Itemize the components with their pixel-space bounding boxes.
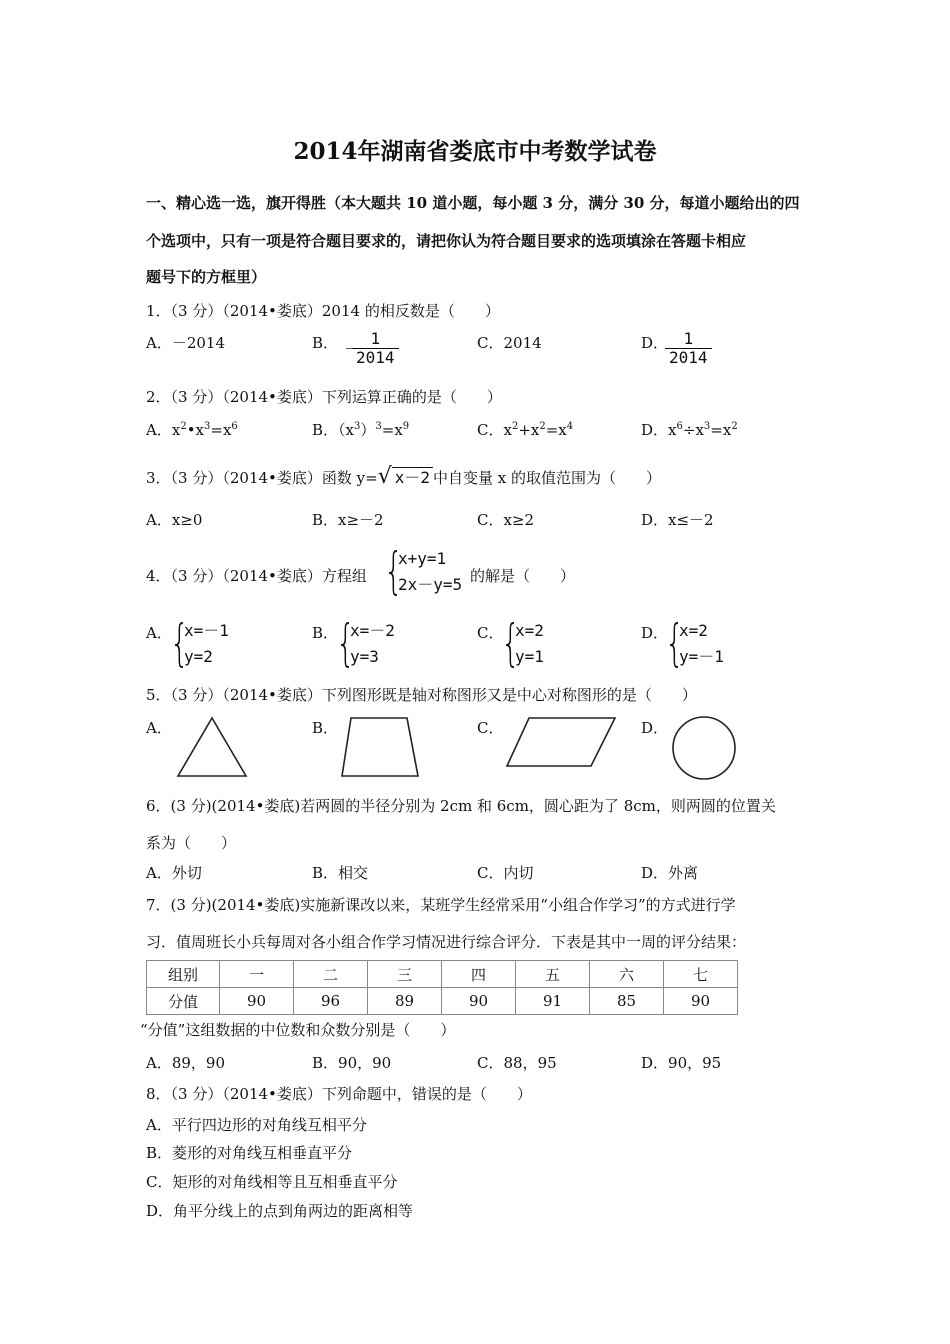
- q3-stem-pre: 3．（3 分）（2014•娄底）函数 y=: [146, 469, 378, 487]
- q3-option-a: A．x≥0: [146, 511, 203, 529]
- table-cell: 89: [368, 988, 442, 1015]
- table-cell: 四: [442, 961, 516, 988]
- q2-option-b: B．$(x^3)^3=x^9$: [312, 421, 410, 439]
- q4-a-x: x=－1: [184, 621, 229, 640]
- q4-c-y: y=1: [515, 647, 544, 666]
- q1-option-a: A．－2014: [146, 334, 226, 352]
- q4-eq2: 2x－y=5: [398, 575, 463, 594]
- triangle-figure: [175, 716, 249, 778]
- question-7-stem-line-1: 7．(3 分)(2014•娄底)实施新课改以来，某班学生经常采用“小组合作学习”的方式进行学: [146, 896, 736, 914]
- q7-option-b: B．90，90: [312, 1054, 392, 1072]
- circle-figure: [671, 715, 737, 781]
- question-2-stem: 2．（3 分）（2014•娄底）下列运算正确的是（ ）: [146, 388, 502, 406]
- q2-option-d: D．$x^6\div x^3=x^2$: [641, 421, 738, 439]
- q4-option-b: { x=－2 y=3: [336, 614, 395, 672]
- table-cell: 90: [442, 988, 516, 1015]
- q1-b-numerator: 1: [352, 330, 399, 349]
- q5-option-b-label: B．: [312, 719, 339, 737]
- page-title: 2014年湖南省娄底市中考数学试卷: [293, 138, 657, 165]
- table-cell: 二: [294, 961, 368, 988]
- section-heading-line-1: 一、精心选一选，旗开得胜（本大题共 10 道小题，每小题 3 分，满分 30 分，每道小题给出的四: [146, 194, 800, 212]
- question-6-stem-line-1: 6．(3 分)(2014•娄底)若两圆的半径分别为 2cm 和 6cm，圆心距为了 8cm，则两圆的位置关: [146, 797, 776, 815]
- q1-option-d-fraction: [665, 330, 712, 367]
- section-heading-line-2: 个选项中，只有一项是符合题目要求的，请把你认为符合题目要求的选项填涂在答题卡相应: [146, 232, 747, 250]
- q5-option-c-label: C．: [477, 719, 504, 737]
- q1-d-numerator: 1: [665, 330, 712, 349]
- table-row: [147, 961, 738, 988]
- q7-option-a: A．89，90: [146, 1054, 226, 1072]
- table-cell: 85: [590, 988, 664, 1015]
- q4-option-d: { x=2 y=－1: [665, 614, 724, 672]
- table-cell: 90: [220, 988, 294, 1015]
- table-cell: 七: [664, 961, 738, 988]
- q4-equation-system: { x+y=1 2x－y=5: [384, 542, 463, 600]
- question-7-stem-line-2: 习．值周班长小兵每周对各小组合作学习情况进行综合评分．下表是其中一周的评分结果：: [146, 933, 747, 951]
- q3-option-d: D．x≤－2: [641, 511, 714, 529]
- q8-option-a: A．平行四边形的对角线互相平分: [146, 1116, 367, 1134]
- question-6-stem-line-2: 系为（ ）: [146, 834, 237, 852]
- q3-radicand: x－2: [392, 467, 433, 487]
- question-8-stem: 8．（3 分）（2014•娄底）下列命题中，错误的是（ ）: [146, 1085, 532, 1103]
- q2-d-label: D．: [641, 421, 669, 439]
- q7-option-d: D．90，95: [641, 1054, 722, 1072]
- q4-a-y: y=2: [184, 647, 213, 666]
- q2-option-a: A．$x^2•x^3=x^6$: [146, 421, 238, 439]
- q4-option-a: { x=－1 y=2: [170, 614, 229, 672]
- table-cell: 六: [590, 961, 664, 988]
- q8-option-b: B．菱形的对角线互相垂直平分: [146, 1144, 353, 1162]
- sqrt-expression: √ x－2: [378, 464, 433, 489]
- q1-b-denominator: 2014: [356, 348, 395, 367]
- q4-c-x: x=2: [515, 621, 544, 640]
- question-1-stem: 1．（3 分）（2014•娄底）2014 的相反数是（ ）: [146, 302, 500, 320]
- q4-b-x: x=－2: [350, 621, 395, 640]
- section-heading-line-3: 题号下的方框里）: [146, 268, 267, 286]
- q2-b-label: B．: [312, 421, 339, 439]
- q6-option-d: D．外离: [641, 864, 699, 882]
- q4-option-b-label: B．: [312, 624, 339, 642]
- q1-option-b-fraction: [352, 330, 399, 367]
- q6-option-b: B．相交: [312, 864, 369, 882]
- question-3-stem: [146, 464, 661, 489]
- q1-option-b-sign: －: [344, 340, 360, 358]
- score-table: [146, 960, 738, 1015]
- table-cell: 五: [516, 961, 590, 988]
- q4-d-x: x=2: [679, 621, 708, 640]
- q2-c-label: C．: [477, 421, 504, 439]
- table-row: [147, 988, 738, 1015]
- q4-option-d-label: D．: [641, 624, 669, 642]
- parallelogram-figure: [505, 716, 617, 768]
- table-cell: 分值: [147, 988, 220, 1015]
- q8-option-c: C．矩形的对角线相等且互相垂直平分: [146, 1173, 398, 1191]
- table-cell: 90: [664, 988, 738, 1015]
- table-cell: 三: [368, 961, 442, 988]
- q5-option-a-label: A．: [146, 719, 172, 737]
- q1-option-c: C．2014: [477, 334, 542, 352]
- question-4-stem-post: 的解是（ ）: [470, 567, 576, 585]
- q8-option-d: D．角平分线上的点到角两边的距离相等: [146, 1202, 414, 1220]
- q4-option-c-label: C．: [477, 624, 504, 642]
- q1-d-denominator: 2014: [669, 348, 708, 367]
- q3-option-c: C．x≥2: [477, 511, 535, 529]
- q4-option-c: { x=2 y=1: [501, 614, 544, 672]
- question-4-stem-pre: 4．（3 分）（2014•娄底）方程组: [146, 567, 367, 585]
- table-cell: 一: [220, 961, 294, 988]
- q3-option-b: B．x≥－2: [312, 511, 384, 529]
- q7-option-c: C．88，95: [477, 1054, 557, 1072]
- q2-a-label: A．: [146, 421, 172, 439]
- q6-option-a: A．外切: [146, 864, 202, 882]
- q4-d-y: y=－1: [679, 647, 724, 666]
- table-cell: 91: [516, 988, 590, 1015]
- q1-option-d-label: D．: [641, 334, 669, 352]
- q6-option-c: C．内切: [477, 864, 534, 882]
- table-cell: 96: [294, 988, 368, 1015]
- q4-option-a-label: A．: [146, 624, 172, 642]
- trapezoid-figure: [340, 716, 420, 778]
- q5-option-d-label: D．: [641, 719, 669, 737]
- q4-b-y: y=3: [350, 647, 379, 666]
- table-cell: 组别: [147, 961, 220, 988]
- q2-option-c: C．$x^2+x^2=x^4$: [477, 421, 574, 439]
- question-5-stem: 5．（3 分）（2014•娄底）下列图形既是轴对称图形又是中心对称图形的是（ ）: [146, 686, 697, 704]
- q1-option-b-label: B．: [312, 334, 339, 352]
- q4-eq1: x+y=1: [398, 549, 447, 568]
- q3-stem-post: 中自变量 x 的取值范围为（ ）: [433, 469, 662, 487]
- question-7-stem-line-3: “分值”这组数据的中位数和众数分别是（ ）: [140, 1021, 456, 1039]
